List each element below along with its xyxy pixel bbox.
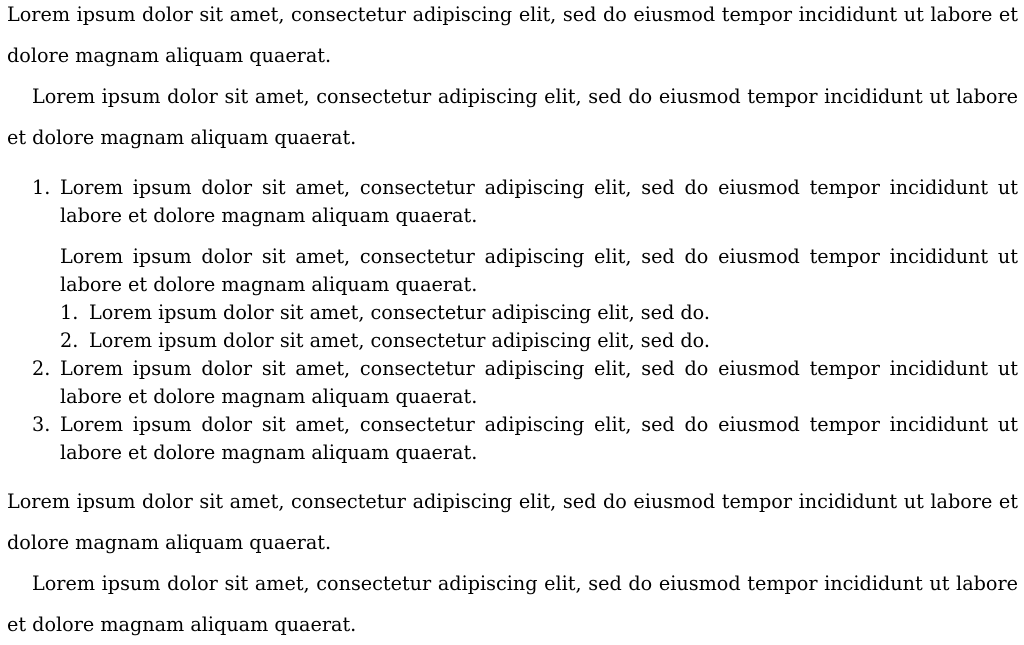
nested-list-item [60,299,1018,327]
list-item-paragraph: Lorem ipsum dolor sit amet, consectetur adipiscing elit, sed do eiusmod tempor incididunt ut labore et dolore magnam aliquam quaerat. [60,245,1018,296]
list-item-text: Lorem ipsum dolor sit amet, consectetur adipiscing elit, sed do eiusmod tempor incididunt ut labore et dolore magnam aliquam quaerat. [60,413,1018,464]
paragraph: Lorem ipsum dolor sit amet, consectetur adipiscing elit, sed do eiusmod tempor incididunt ut labore et dolore magnam aliquam quaerat. [7,3,1018,67]
list-item [7,174,1018,355]
nested-list-item-number: 1. [60,301,79,324]
paragraph-indented: Lorem ipsum dolor sit amet, consectetur adipiscing elit, sed do eiusmod tempor incididunt ut labore et dolore magnam aliquam quaerat. [7,85,1018,149]
nested-list-item-number: 2. [60,329,79,352]
list-item [7,355,1018,411]
list-item-number: 2. [32,357,51,380]
document-body [7,0,1018,645]
nested-list-item-text: Lorem ipsum dolor sit amet, consectetur adipiscing elit, sed do. [89,329,710,352]
paragraph-indented: Lorem ipsum dolor sit amet, consectetur adipiscing elit, sed do eiusmod tempor incididunt ut labore et dolore magnam aliquam quaerat. [7,572,1018,636]
nested-numbered-list [60,299,1018,355]
nested-list-item-text: Lorem ipsum dolor sit amet, consectetur adipiscing elit, sed do. [89,301,710,324]
numbered-list [7,174,1018,467]
list-item-text: Lorem ipsum dolor sit amet, consectetur adipiscing elit, sed do eiusmod tempor incididunt ut labore et dolore magnam aliquam quaerat. [60,176,1018,227]
paragraph: Lorem ipsum dolor sit amet, consectetur adipiscing elit, sed do eiusmod tempor incididunt ut labore et dolore magnam aliquam quaerat. [7,490,1018,554]
list-item-text: Lorem ipsum dolor sit amet, consectetur adipiscing elit, sed do eiusmod tempor incididunt ut labore et dolore magnam aliquam quaerat. [60,357,1018,408]
list-item-number: 3. [32,413,51,436]
list-item [7,411,1018,467]
list-item-number: 1. [32,176,51,199]
nested-list-item [60,327,1018,355]
